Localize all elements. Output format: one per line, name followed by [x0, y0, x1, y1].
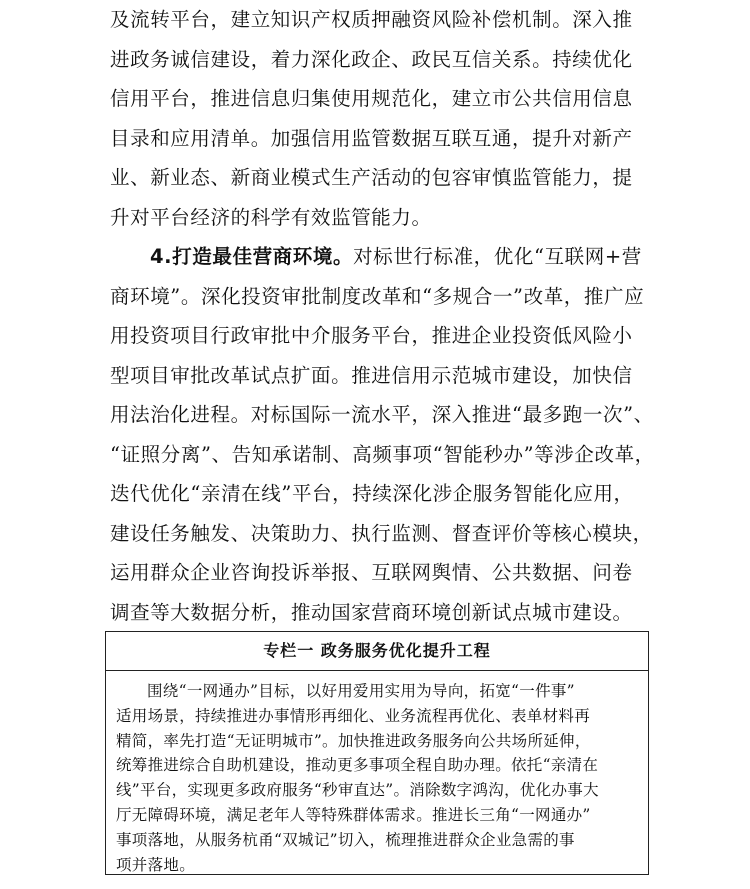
paragraph-line: 建设任务触发、决策助力、执行监测、督查评价等核心模块， — [110, 521, 653, 545]
column-box-line: 项并落地。 — [116, 855, 196, 874]
paragraph-line: 用投资项目行政审批中介服务平台，推进企业投资低风险小 — [110, 324, 633, 347]
paragraph-line: 运用群众企业咨询投诉举报、互联网舆情、公共数据、问卷 — [110, 561, 633, 584]
paragraph-line: 信用平台，推进信息归集使用规范化，建立市公共信用信息 — [110, 87, 633, 110]
paragraph-line: 业、新业态、新商业模式生产活动的包容审慎监管能力，提 — [110, 166, 633, 189]
paragraph-line: “证照分离”、告知承诺制、高频事项“智能秒办”等涉企改革， — [110, 442, 655, 466]
section-4-heading: 4.打造最佳营商环境。 — [150, 245, 354, 268]
paragraph-line: 及流转平台，建立知识产权质押融资风险补偿机制。深入推 — [110, 8, 633, 31]
paragraph-line: 商环境”。深化投资审批制度改革和“多规合一”改革，推广应 — [110, 284, 645, 308]
column-box-title: 专栏一 政务服务优化提升工程 — [106, 632, 648, 671]
column-box-body — [106, 671, 648, 877]
column-box-line: 适用场景，持续推进办事情形再细化、业务流程再优化、表单材料再 — [116, 706, 591, 725]
paragraph-line: 迭代优化“亲清在线”平台，持续深化涉企服务智能化应用， — [110, 482, 634, 505]
column-box-line: 线”平台，实现更多政府服务“秒审直达”。消除数字鸿沟，优化办事大 — [116, 781, 599, 800]
paragraph-line: 调查等大数据分析，推动国家营商环境创新试点城市建设。 — [110, 600, 633, 624]
paragraph-line: 型项目审批改革试点扩面。推进信用示范城市建设，加快信 — [110, 363, 633, 387]
column-box-line: 统筹推进综合自助机建设，推动更多事项全程自助办理。依托“亲清在 — [116, 756, 599, 775]
paragraph-line: 升对平台经济的科学有效监管能力。 — [110, 205, 432, 229]
paragraph-line: 用法治化进程。对标国际一流水平，深入推进“最多跑一次”、 — [110, 403, 654, 426]
paragraph-line: 目录和应用清单。加强信用监管数据互联互通，提升对新产 — [110, 126, 633, 150]
column-box-line: 事项落地，从服务杭甬“双城记”切入，梳理推进群众企业急需的事 — [116, 830, 575, 849]
column-box-line: 围绕“一网通办”目标，以好用爱用实用为导向，拓宽“一件事” — [147, 682, 575, 700]
column-box — [105, 631, 649, 875]
body-text — [110, 0, 655, 632]
column-box-line: 精简，率先打造“无证明城市”。加快推进政务服务向公共场所延伸， — [116, 731, 591, 750]
paragraph-line: 进政务诚信建设，着力深化政企、政民互信关系。持续优化 — [110, 47, 633, 71]
column-box-line: 厅无障碍环境，满足老年人等特殊群体需求。推进长三角“一网通办” — [116, 805, 591, 824]
section-4-first-line — [110, 237, 642, 277]
section-4-first-line-text: 对标世行标准，优化“互联网+营 — [353, 245, 642, 268]
